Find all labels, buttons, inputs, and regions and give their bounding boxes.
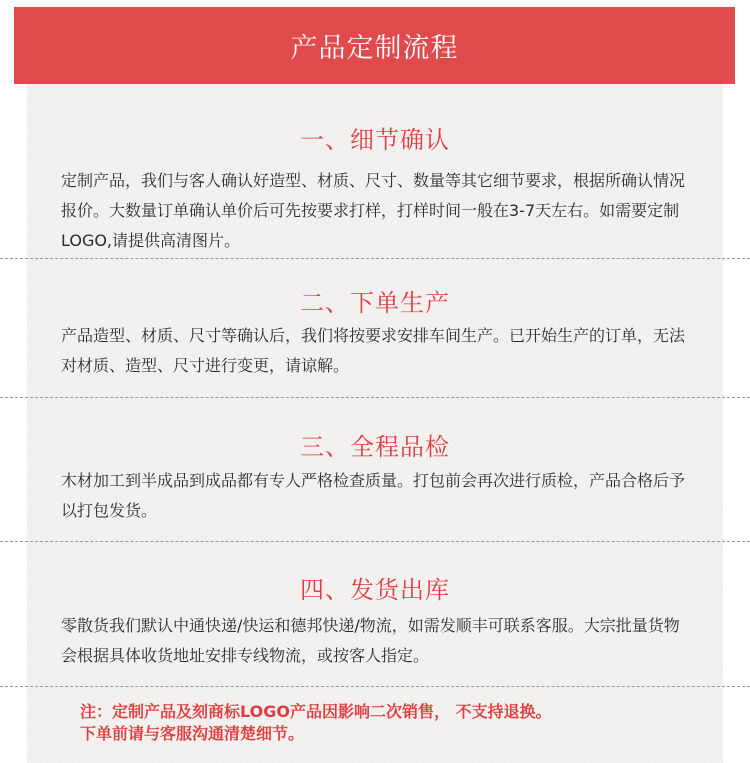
section-body-production: 产品造型、材质、尺寸等确认后，我们将按要求安排车间生产。已开始生产的订单，无法对材质、造型、尺寸进行变更，请谅解。 bbox=[61, 326, 686, 375]
notice-text bbox=[80, 701, 700, 745]
section-title-production: 二、下单生产 bbox=[300, 289, 450, 317]
section-divider bbox=[0, 541, 750, 542]
page-title: 产品定制流程 bbox=[290, 33, 459, 64]
section-divider bbox=[0, 686, 750, 687]
header-banner bbox=[14, 7, 735, 84]
section-divider bbox=[0, 258, 750, 259]
section-body-inspection: 木材加工到半成品到成品都有专人严格检查质量。打包前会再次进行质检，产品合格后予以打包发货。 bbox=[61, 471, 686, 520]
section-body-shipping: 零散货我们默认中通快递/快运和德邦快递/物流，如需发顺丰可联系客服。大宗批量货物会根据具体收货地址安排专线物流，或按客人指定。 bbox=[61, 616, 680, 665]
notice-line-1: 注：定制产品及刻商标LOGO产品因影响二次销售， 不支持退换。 bbox=[80, 702, 552, 721]
section-title-shipping: 四、发货出库 bbox=[300, 576, 450, 604]
section-body-detail-confirm: 定制产品，我们与客人确认好造型、材质、尺寸、数量等其它细节要求，根据所确认情况报价。大数量订单确认单价后可先按要求打样，打样时间一般在3-7天左右。如需要定制LOGO,请提供高清图片。 bbox=[61, 171, 686, 250]
notice-line-2: 下单前请与客服沟通清楚细节。 bbox=[80, 724, 305, 743]
section-title-detail-confirm: 一、细节确认 bbox=[300, 126, 450, 154]
section-divider bbox=[0, 397, 750, 398]
section-title-inspection: 三、全程品检 bbox=[300, 433, 450, 461]
